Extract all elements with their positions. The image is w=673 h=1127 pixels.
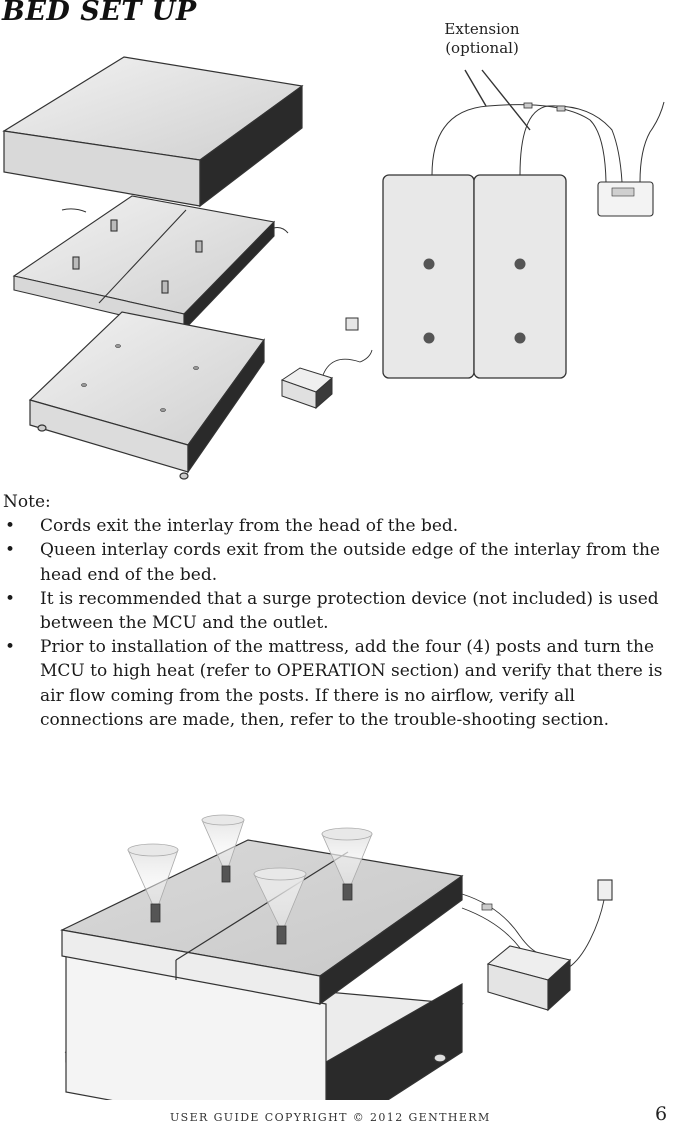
mcu-unit-left <box>282 318 372 408</box>
interlay-top-view <box>383 70 664 378</box>
note-heading: Note: <box>3 492 51 512</box>
page-title: BED SET UP <box>2 0 197 27</box>
base-layer <box>30 312 264 479</box>
footer-copyright: USER GUIDE COPYRIGHT © 2012 GENTHERM <box>170 1111 491 1124</box>
note-list <box>3 514 671 732</box>
mcu-with-outlet <box>462 880 612 1010</box>
note-item: • Prior to installation of the mattress, add the four (4) posts and turn the MCU to high heat (refer to OPERATION section) and verify that there is air flow coming from the posts. If there is no airflow, verify all connections are made, then, refer to the trouble-shooting section. <box>3 635 671 732</box>
note-item: • Queen interlay cords exit from the outside edge of the interlay from the head end of the bed. <box>3 538 671 586</box>
note-item: • It is recommended that a surge protection device (not included) is used between the MCU and the outlet. <box>3 587 671 635</box>
notes-section <box>3 490 671 732</box>
exploded-assembly-illustration <box>0 0 673 490</box>
assembled-bed-illustration <box>0 800 673 1100</box>
extension-label-line-1: Extension <box>444 20 520 38</box>
interlay-layer <box>14 196 288 330</box>
page-footer <box>0 1103 673 1127</box>
page-number: 6 <box>655 1103 668 1125</box>
extension-label-line-2: (optional) <box>445 39 519 57</box>
mattress-layer <box>4 57 302 206</box>
note-item: • Cords exit the interlay from the head of the bed. <box>3 514 671 538</box>
